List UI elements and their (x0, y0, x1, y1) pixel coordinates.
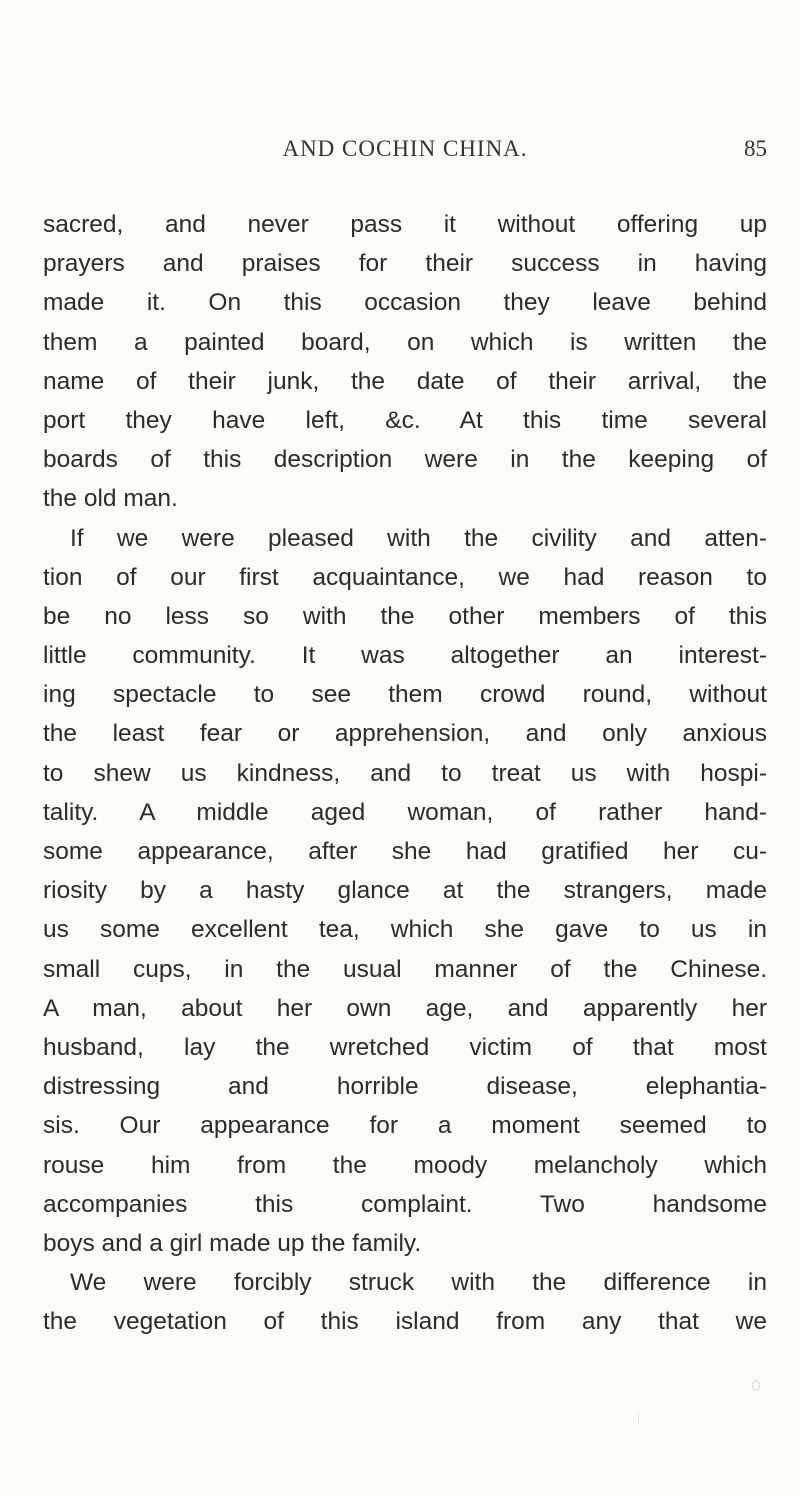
text-line: sacred, and never pass it without offering up (43, 211, 767, 238)
running-head (43, 136, 767, 170)
text-line: rouse him from the moody melancholy which (43, 1151, 767, 1179)
text-line: ing spectacle to see them crowd round, without (43, 681, 767, 709)
paragraph-start-line: We were forcibly struck with the difference in (70, 1269, 767, 1297)
text-line: prayers and praises for their success in having (43, 250, 767, 278)
paragraph-start-line: If we were pleased with the civility and atten- (70, 524, 767, 552)
text-line: little community. It was altogether an interest- (43, 642, 767, 670)
text-line: some appearance, after she had gratified her cu- (43, 838, 767, 865)
text-line: riosity by a hasty glance at the strangers, made (43, 877, 767, 905)
text-line: tality. A middle aged woman, of rather hand- (43, 798, 767, 826)
text-line: be no less so with the other members of this (43, 602, 767, 630)
text-line: A man, about her own age, and apparently her (43, 994, 767, 1022)
text-line: port they have left, &c. At this time several (43, 406, 767, 434)
text-line: boys and a girl made up the family. (43, 1229, 422, 1257)
text-line: them a painted board, on which is written the (43, 328, 767, 356)
text-line: the old man. (43, 485, 178, 513)
text-line: to shew us kindness, and to treat us with hospi- (43, 759, 767, 787)
text-line: made it. On this occasion they leave behind (43, 289, 767, 317)
text-line: small cups, in the usual manner of the Chinese. (43, 955, 767, 983)
text-line: husband, lay the wretched victim of that most (43, 1033, 767, 1061)
text-line: the vegetation of this island from any that we (43, 1308, 767, 1336)
text-line: sis. Our appearance for a moment seemed to (43, 1112, 767, 1140)
text-line: the least fear or apprehension, and only anxious (43, 720, 767, 748)
text-line: tion of our first acquaintance, we had reason to (43, 563, 767, 591)
text-line: name of their junk, the date of their arrival, the (43, 367, 767, 395)
text-line: us some excellent tea, which she gave to us in (43, 916, 767, 944)
text-line: distressing and horrible disease, elephantia- (43, 1073, 767, 1101)
running-title: AND COCHIN CHINA. (282, 136, 528, 161)
paper-blemish (752, 1380, 760, 1391)
body-text (43, 205, 767, 1341)
text-line: accompanies this complaint. Two handsome (43, 1190, 767, 1218)
text-line: boards of this description were in the keeping of (43, 446, 767, 474)
paper-mark (638, 1414, 639, 1423)
page-number: 85 (744, 136, 767, 161)
